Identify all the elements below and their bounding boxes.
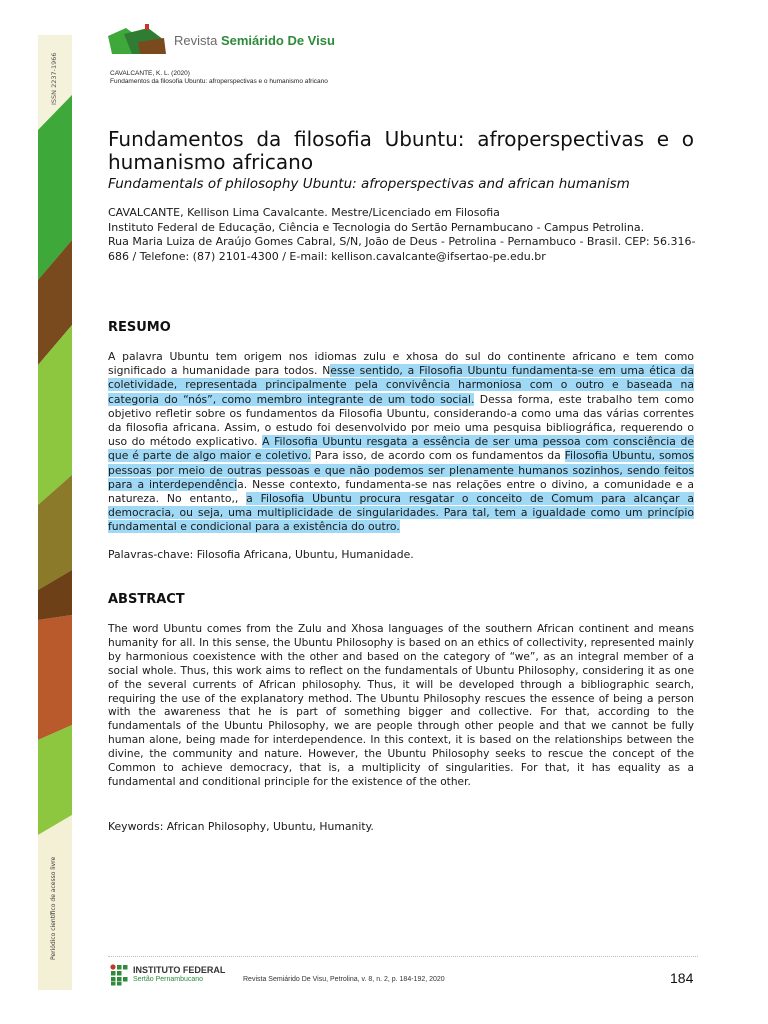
- page-number: 184: [670, 970, 694, 986]
- resumo-text: A palavra Ubuntu tem origem nos idiomas zulu e xhosa do sul do continente africano e tem como significado a humanidade para todos. Nesse sentido, a Filosofia Ubuntu fundamenta-se em uma ética da coletividade, representada principalmente pela convivência harmoniosa com o outro e baseada na categoria do “nós”, como membro integrante de um todo social. Dessa forma, este trabalho tem como objetivo refletir sobre os fundamentos da Filosofia Ubuntu, considerando-a como uma das várias correntes da filosofia africana. Assim, o estudo foi desenvolvido por meio uma pesquisa bibliográfica, requerendo o uso do método explicativo. A Filosofia Ubuntu resgata a essência de ser uma pessoa com consciência de que é parte de algo maior e coletivo. Para isso, de acordo com os fundamentos da Filosofia Ubuntu, somos pessoas por meio de outras pessoas e que não podemos ser plenamente humanos sozinhos, sendo feitos para a interdependência. Nesse contexto, fundamenta-se nas relações entre o divino, a comunidade e a natureza. No entanto,, a Filosofia Ubuntu procura resgatar o conceito de Comum para alcançar a democracia, ou seja, uma multiplicidade de singularidades. Para tal, tem a igualdade como um princípio fundamental e condicional para a existência do outro.: [108, 350, 694, 534]
- journal-logo: [108, 20, 335, 60]
- institute-name: INSTITUTO FEDERAL: [133, 965, 226, 975]
- article-title: Fundamentos da filosofia Ubuntu: afroperspectivas e o humanismo africano: [108, 127, 694, 174]
- journal-name: Revista Semiárido De Visu: [174, 32, 335, 48]
- institute-logo: [110, 964, 225, 986]
- issn-label: ISSN 2237-1966: [50, 52, 58, 105]
- institute-campus: Sertão Pernambucano: [133, 976, 204, 983]
- author-address: Rua Maria Luiza de Araújo Gomes Cabral, S/N, João de Deus - Petrolina - Pernambuco - Brasil. CEP: 56.316-686 / Telefone: (87) 2101-4300 / E-mail: kellison.cavalcante@ifsertao-pe.edu.br: [108, 235, 696, 263]
- author-name: CAVALCANTE, Kellison Lima Cavalcante. Mestre/Licenciado em Filosofia: [108, 206, 500, 219]
- highlight-1: esse sentido, a Filosofia Ubuntu fundamenta-se em uma ética da coletividade, representada principalmente pela convivência harmoniosa com o outro e baseada na categoria do “nós”, como membro integrante de um todo social.: [108, 364, 694, 406]
- header-citation: CAVALCANTE, K. L. (2020) Fundamentos da filosofia Ubuntu: afroperspectivas e o humanismo africano: [110, 70, 328, 85]
- author-institution: Instituto Federal de Educação, Ciência e Tecnologia do Sertão Pernambucano - Campus Petrolina.: [108, 220, 645, 234]
- journal-logo-icon: [108, 24, 168, 56]
- palavras-chave: Palavras-chave: Filosofia Africana, Ubuntu, Humanidade.: [108, 548, 414, 561]
- footer-divider: [108, 956, 698, 957]
- keywords: Keywords: African Philosophy, Ubuntu, Humanity.: [108, 820, 374, 833]
- highlight-4: a Filosofia Ubuntu procura resgatar o conceito de Comum para alcançar a democracia, ou seja, uma multiplicidade de singularidades. Para tal, tem a igualdade como um princípio fundamental e condicional para a existência do outro.: [108, 492, 694, 534]
- institute-logo-icon: [110, 964, 128, 986]
- author-block: [108, 206, 698, 264]
- highlight-2: A Filosofia Ubuntu resgata a essência de ser uma pessoa com consciência de que é parte de algo maior e coletivo.: [108, 435, 694, 463]
- footer-citation: Revista Semiárido De Visu, Petrolina, v. 8, n. 2, p. 184-192, 2020: [243, 976, 445, 983]
- abstract-text: The word Ubuntu comes from the Zulu and Xhosa languages of the southern African continent and means humanity for all. In this sense, the Ubuntu Philosophy is based on an ethics of collectivity, represented mainly by harmonious coexistence with the other and based on the category of “we”, as an integral member of a social whole. Thus, this work aims to reflect on the fundamentals of Ubuntu Philosophy, considering it as one of the several currents of African philosophy. Thus, it will be developed through a bibliographic search, requiring the use of the explanatory method. The Ubuntu Philosophy rescues the essence of being a person with the awareness that he is part of something bigger and collective. For that, according to the fundamentals of the Ubuntu Philosophy, we are people through other people and that we cannot be fully human alone, being made for interdependence. In this context, it is based on the relationships between the divine, the community and nature. However, the Ubuntu Philosophy seeks to rescue the concept of the Common to achieve democracy, that is, a multiplicity of singularities. For that, it has equality as a fundamental and conditional principle for the existence of the other.: [108, 623, 694, 788]
- highlight-3: Filosofia Ubuntu, somos pessoas por meio de outras pessoas e que não podemos ser plenamente humanos sozinhos, sendo feitos para a interdependênci: [108, 449, 694, 491]
- article-subtitle: Fundamentals of philosophy Ubuntu: afroperspectivas and african humanism: [108, 176, 630, 192]
- abstract-heading: ABSTRACT: [108, 592, 185, 607]
- resumo-heading: RESUMO: [108, 320, 171, 335]
- side-tagline: Periódico científico de acesso livre: [50, 856, 57, 960]
